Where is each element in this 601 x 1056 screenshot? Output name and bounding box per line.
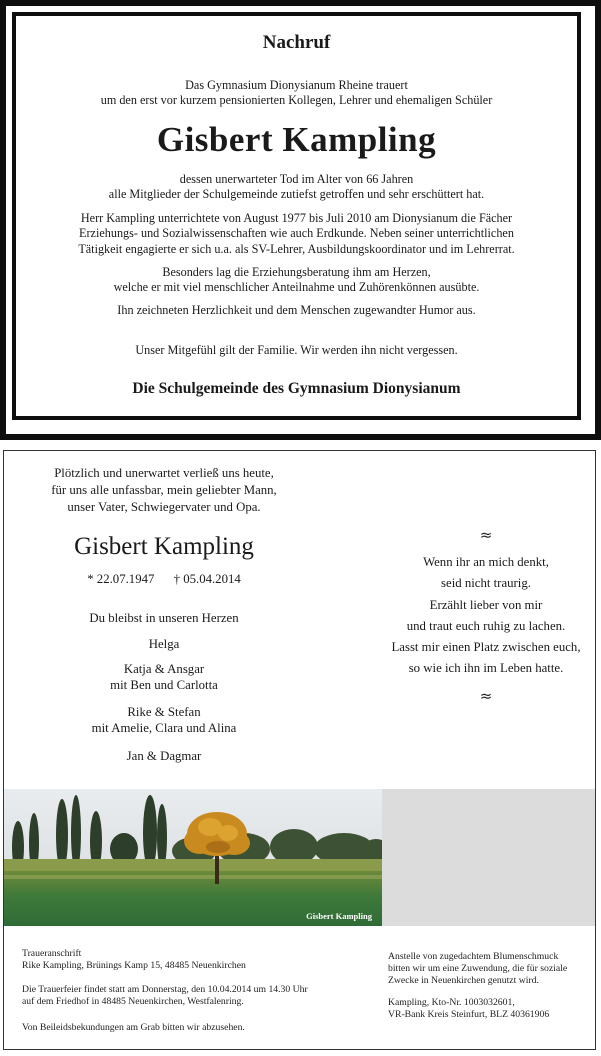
mourner-children: mit Ben und Carlotta <box>110 678 218 692</box>
funeral-ceremony-block <box>22 984 308 1008</box>
mourner-group <box>4 661 324 693</box>
notice-hearts-line: Du bleibst in unseren Herzen <box>89 611 239 625</box>
death-date: † 05.04.2014 <box>173 572 241 586</box>
footer-line: Kampling, Kto-Nr. 1003032601, <box>388 997 515 1008</box>
memorial-poem <box>386 552 586 680</box>
notice-intro <box>4 465 324 516</box>
nachruf-text-line: Tätigkeit engagierte er sich u.a. als SV-Lehrer, Ausbildungskoordinator und im Lehrerrat. <box>78 241 515 256</box>
nachruf-death-paragraph <box>16 172 577 203</box>
footer-line: Die Trauerfeier findet statt am Donnerstag, den 10.04.2014 um 14.30 Uhr <box>22 984 308 995</box>
nachruf-text-line: Erziehungs- und Sozialwissenschaften wie auch Erdkunde. Neben seiner unterrichtlichen <box>79 226 514 241</box>
birth-date: * 22.07.1947 <box>87 572 155 586</box>
nachruf-text-line: alle Mitglieder der Schulgemeinde zutiefst getroffen und sehr erschüttert hat. <box>108 187 485 202</box>
nachruf-text-line: dessen unerwarteter Tod im Alter von 66 Jahren <box>179 172 414 186</box>
nachruf-sympathy-line: Unser Mitgefühl gilt der Familie. Wir werden ihn nicht vergessen. <box>135 343 458 357</box>
footer-line: Rike Kampling, Brünings Kamp 15, 48485 Neuenkirchen <box>22 960 246 971</box>
nachruf-warmth-line: Ihn zeichneten Herzlichkeit und dem Menschen zugewandter Humor aus. <box>117 303 476 317</box>
nachruf-text-line: Herr Kampling unterrichtete von August 1977 bis Juli 2010 am Dionysianum die Fächer <box>80 211 513 225</box>
nachruf-notice <box>0 0 601 440</box>
mourner-name: Rike & Stefan <box>127 705 201 719</box>
nachruf-signature: Die Schulgemeinde des Gymnasium Dionysianum <box>132 380 461 397</box>
bank-details <box>388 997 549 1021</box>
poem-line: und traut euch ruhig zu lachen. <box>406 618 566 633</box>
nachruf-text-line: Besonders lag die Erziehungsberatung ihm am Herzen, <box>162 265 431 279</box>
nachruf-deceased-name: Gisbert Kampling <box>156 120 437 159</box>
autumn-tree-landscape-image <box>4 789 382 926</box>
condolence-note: Von Beileidsbekundungen am Grab bitten wir abzusehen. <box>22 1022 245 1033</box>
mourner-name: Katja & Ansgar <box>123 662 205 676</box>
poem-line: Erzählt lieber von mir <box>429 597 543 612</box>
notice-intro-line: unser Vater, Schwiegervater und Opa. <box>67 500 261 514</box>
mourner-name: Jan & Dagmar <box>126 749 202 763</box>
footer-line: Traueranschrift <box>22 948 82 959</box>
notice-intro-line: für uns alle unfassbar, mein geliebter Mann, <box>51 483 277 497</box>
poem-line: seid nicht traurig. <box>441 576 531 591</box>
poem-line: so wie ich ihn im Leben hatte. <box>408 661 564 676</box>
notice-intro-line: Plötzlich und unerwartet verließ uns heute, <box>54 466 274 480</box>
notice-dates <box>4 572 324 587</box>
notice-deceased-name: Gisbert Kampling <box>74 533 254 560</box>
nachruf-content <box>16 16 577 416</box>
footer-line: Anstelle von zugedachtem Blumenschmuck <box>388 951 559 962</box>
poem-line: Wenn ihr an mich denkt, <box>423 555 549 569</box>
ornament-wave-icon: ≈ <box>479 687 493 705</box>
footer-line: Zwecke in Neuenkirchen genutzt wird. <box>388 975 539 986</box>
nachruf-text-line: welche er mit viel menschlicher Anteilnahme und Zuhörenkönnen ausübte. <box>113 280 480 295</box>
family-death-notice <box>3 450 596 1050</box>
landscape-photo <box>4 789 382 926</box>
nachruf-intro-line: Das Gymnasium Dionysianum Rheine trauert <box>185 78 408 92</box>
donation-note <box>388 951 567 987</box>
ornament-wave-icon: ≈ <box>479 526 493 544</box>
footer-line: bitten wir um eine Zuwendung, die für soziale <box>388 963 568 974</box>
mourner-group <box>4 704 324 736</box>
nachruf-advice-paragraph <box>16 265 577 296</box>
nachruf-intro <box>16 78 577 108</box>
nachruf-title: Nachruf <box>262 32 331 53</box>
photo-caption: Gisbert Kampling <box>306 911 372 921</box>
footer-line: auf dem Friedhof in 48485 Neuenkirchen, Westfalenring. <box>22 996 244 1007</box>
poem-line: Lasst mir einen Platz zwischen euch, <box>391 640 581 655</box>
gray-panel <box>382 789 595 926</box>
funeral-address-block <box>22 948 246 972</box>
nachruf-career-paragraph <box>16 211 577 257</box>
mourner-children: mit Amelie, Clara und Alina <box>91 721 237 735</box>
nachruf-intro-line: um den erst vor kurzem pensionierten Kollegen, Lehrer und ehemaligen Schüler <box>100 93 493 107</box>
mourner-name: Helga <box>148 637 180 651</box>
footer-line: VR-Bank Kreis Steinfurt, BLZ 40361906 <box>388 1009 550 1020</box>
